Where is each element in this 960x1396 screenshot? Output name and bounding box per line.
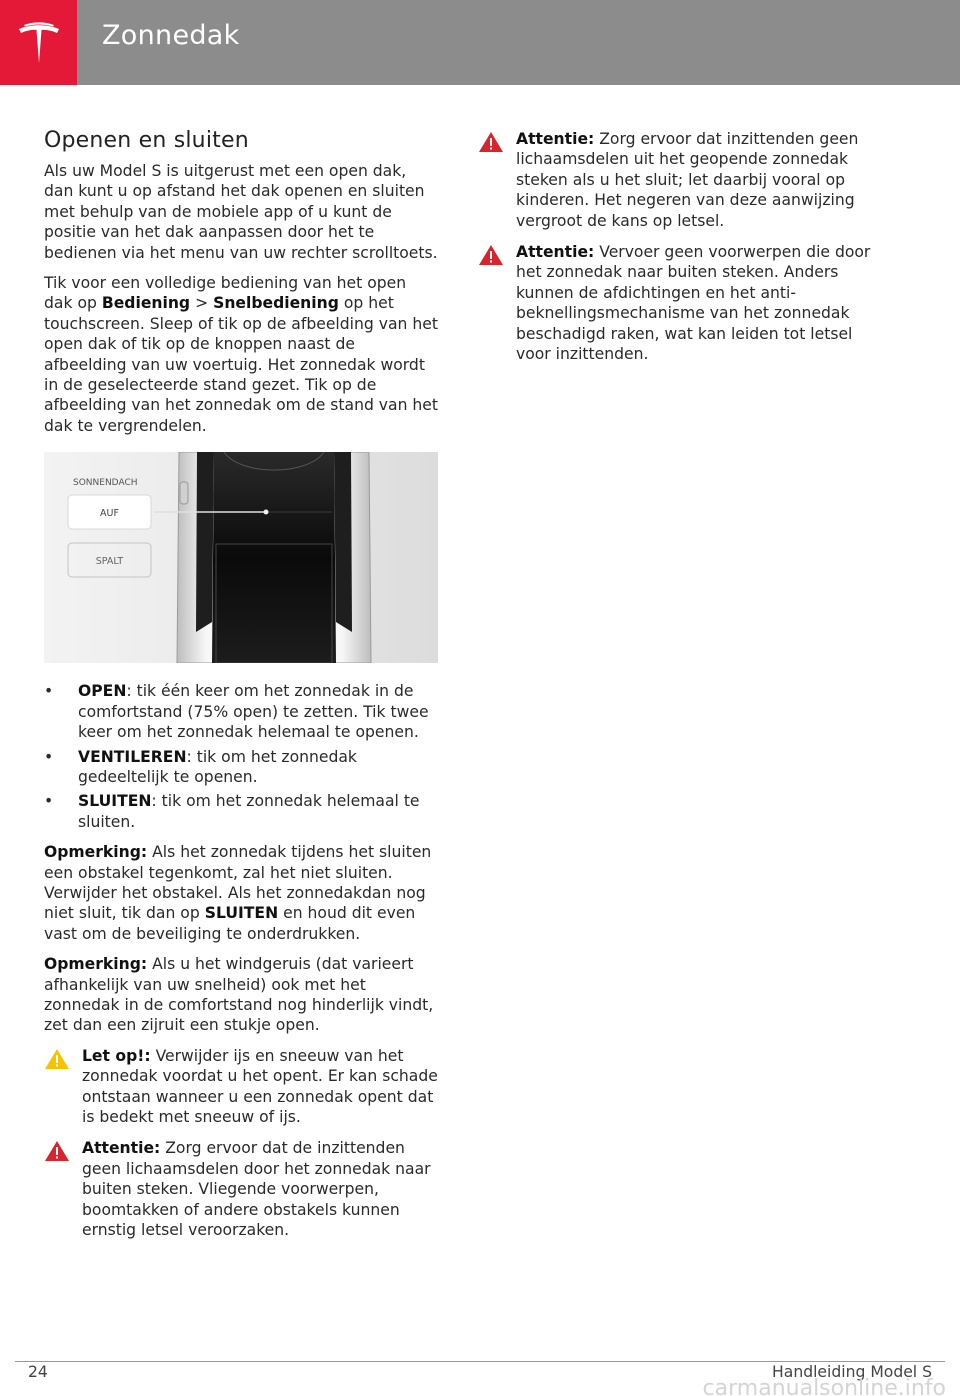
list-item: • VENTILEREN: tik om het zonnedak gedeeltelijk te openen. (44, 747, 357, 786)
snelbediening-keyword: Snelbediening (213, 294, 339, 313)
warning-box: Attentie: Zorg ervoor dat de inzittenden geen lichaamsdelen door het zonnedak naar buiten steken. Vliegende voorwerpen, boomtakken of andere obstakels kunnen ernstig letsel veroorzaken. (44, 1138, 439, 1240)
caution-icon (44, 1048, 70, 1070)
sunroof-panel-title: SONNENDACH (73, 478, 138, 489)
footer-divider (15, 1361, 945, 1362)
warning-box: Attentie: Vervoer geen voorwerpen die door het zonnedak naar buiten steken. Anders kunnen de afdichtingen en het anti-beknellingsmechanisme van het zonnedak beschadigd raken, wat kan leiden tot letsel voor inzittenden. (478, 242, 878, 364)
page-title: Zonnedak (102, 20, 240, 51)
intro-paragraph: Als uw Model S is uitgerust met een open dak, dan kunt u op afstand het dak openen en sluiten met behulp van de mobiele app of u kunt de positie van het dak aanpassen door het te bedienen via het menu van uw rechter scrolltoets. (44, 162, 438, 262)
manual-title: Handleiding Model S (772, 1363, 932, 1381)
warning-icon (478, 244, 504, 266)
tesla-t-icon (16, 20, 62, 66)
note-paragraph: Opmerking: Als u het windgeruis (dat varieert afhankelijk van uw snelheid) ook met het zonnedak in de comfortstand nog hinderlijk vindt, zet dan een zijruit een stukje open. (44, 955, 434, 1035)
warning-icon (478, 131, 504, 153)
section-title: Openen en sluiten (44, 128, 249, 153)
bediening-keyword: Bediening (101, 294, 191, 313)
watermark: carmanualsonline.info (702, 1376, 946, 1396)
page-number: 24 (28, 1363, 48, 1381)
auf-button-label: AUF (100, 508, 119, 520)
warning-icon (44, 1140, 70, 1162)
note-paragraph: Opmerking: Als het zonnedak tijdens het sluiten een obstakel tegenkomt, zal het niet sluiten. Verwijder het obstakel. Als het zonnedakdan nog niet sluit, tik dan op SLUITEN en houd dit even vast om de beveiliging te onderdrukken. (44, 843, 432, 943)
spalt-button-label: SPALT (95, 556, 124, 568)
sunroof-ui-illustration (44, 452, 438, 663)
tesla-logo (0, 0, 77, 85)
list-item: • SLUITEN: tik om het zonnedak helemaal te sluiten. (44, 792, 420, 831)
instructions-paragraph: Tik voor een volledige bediening van het open dak op Bediening > Snelbediening op het touchscreen. Sleep of tik op de afbeelding van het open dak of tik op de knoppen naast de afbeelding van uw voertuig. Het zonnedak wordt in de geselecteerde stand gezet. Tik op de afbeelding van het zonnedak om de stand van het dak te vergrendelen. (44, 274, 439, 435)
warning-box: Attentie: Zorg ervoor dat inzittenden geen lichaamsdelen uit het geopende zonnedak steken als u het sluit; let daarbij vooral op kinderen. Het negeren van deze aanwijzing vergroot de kans op letsel. (478, 129, 878, 231)
right-column (478, 129, 878, 375)
left-column (44, 128, 439, 1251)
caution-box: Let op!: Verwijder ijs en sneeuw van het zonnedak voordat u het opent. Er kan schade ontstaan wanneer u een zonnedak opent dat is bedekt met sneeuw of ijs. (44, 1046, 439, 1128)
list-item: • OPEN: tik één keer om het zonnedak in de comfortstand (75% open) te zetten. Tik twee keer om het zonnedak helemaal te openen. (44, 682, 429, 742)
page-header (0, 0, 960, 85)
mode-list (44, 681, 439, 832)
sunroof-figure (44, 452, 438, 663)
